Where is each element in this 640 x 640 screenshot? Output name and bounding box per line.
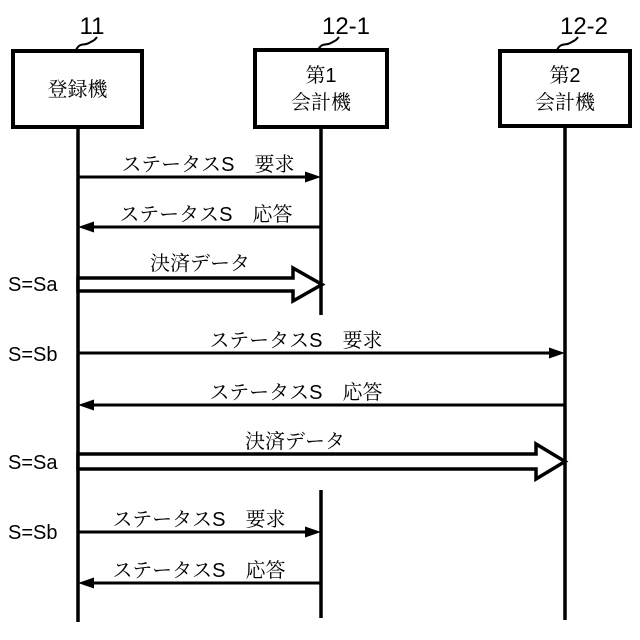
message-arrow-4 (78, 329, 565, 359)
arrowhead-right-icon (305, 172, 321, 183)
message-arrow-2 (78, 203, 321, 233)
actor-label-checkout-2-line2: 会計機 (535, 92, 595, 114)
message-arrow-5 (78, 381, 565, 411)
status-label-sb-2: S=Sb (8, 522, 58, 544)
status-label-sa-2: S=Sa (8, 452, 58, 474)
actor-label-checkout-1-line2: 会計機 (291, 92, 351, 114)
ref-numeral-registration: 11 (79, 13, 105, 40)
message-label: ステータスS 要求 (121, 154, 295, 176)
message-label: ステータスS 要求 (112, 509, 286, 531)
arrowhead-right-icon (549, 348, 565, 359)
message-label: 決済データ (245, 431, 345, 453)
message-arrow-7 (78, 508, 321, 538)
actor-label-checkout-2-line1: 第2 (549, 65, 581, 87)
arrowhead-left-icon (78, 578, 94, 589)
actor-box-checkout-2 (500, 51, 630, 126)
arrowhead-right-icon (305, 527, 321, 538)
actor-box-registration (13, 51, 142, 127)
message-label: ステータスS 応答 (209, 382, 383, 404)
actor-label-registration: 登録機 (47, 79, 108, 101)
actor-box-frame (500, 51, 630, 126)
status-label-sa-1: S=Sa (8, 274, 58, 296)
actor-label-checkout-1-line1: 第1 (305, 65, 337, 87)
message-arrow-6 (78, 430, 565, 479)
message-label: ステータスS 応答 (112, 560, 286, 582)
actor-box-frame (255, 50, 387, 127)
status-label-sb-1: S=Sb (8, 344, 58, 366)
ref-numeral-checkout-1: 12-1 (321, 13, 371, 40)
message-arrow-1 (78, 153, 321, 183)
ref-numeral-checkout-2: 12-2 (559, 13, 609, 40)
arrowhead-left-icon (78, 400, 94, 411)
message-arrow-3 (78, 252, 322, 301)
arrowhead-left-icon (78, 222, 94, 233)
actor-box-checkout-1 (255, 50, 387, 127)
message-arrow-8 (78, 559, 321, 589)
message-label: 決済データ (150, 253, 250, 275)
message-label: ステータスS 要求 (209, 330, 383, 352)
message-label: ステータスS 応答 (119, 204, 293, 226)
